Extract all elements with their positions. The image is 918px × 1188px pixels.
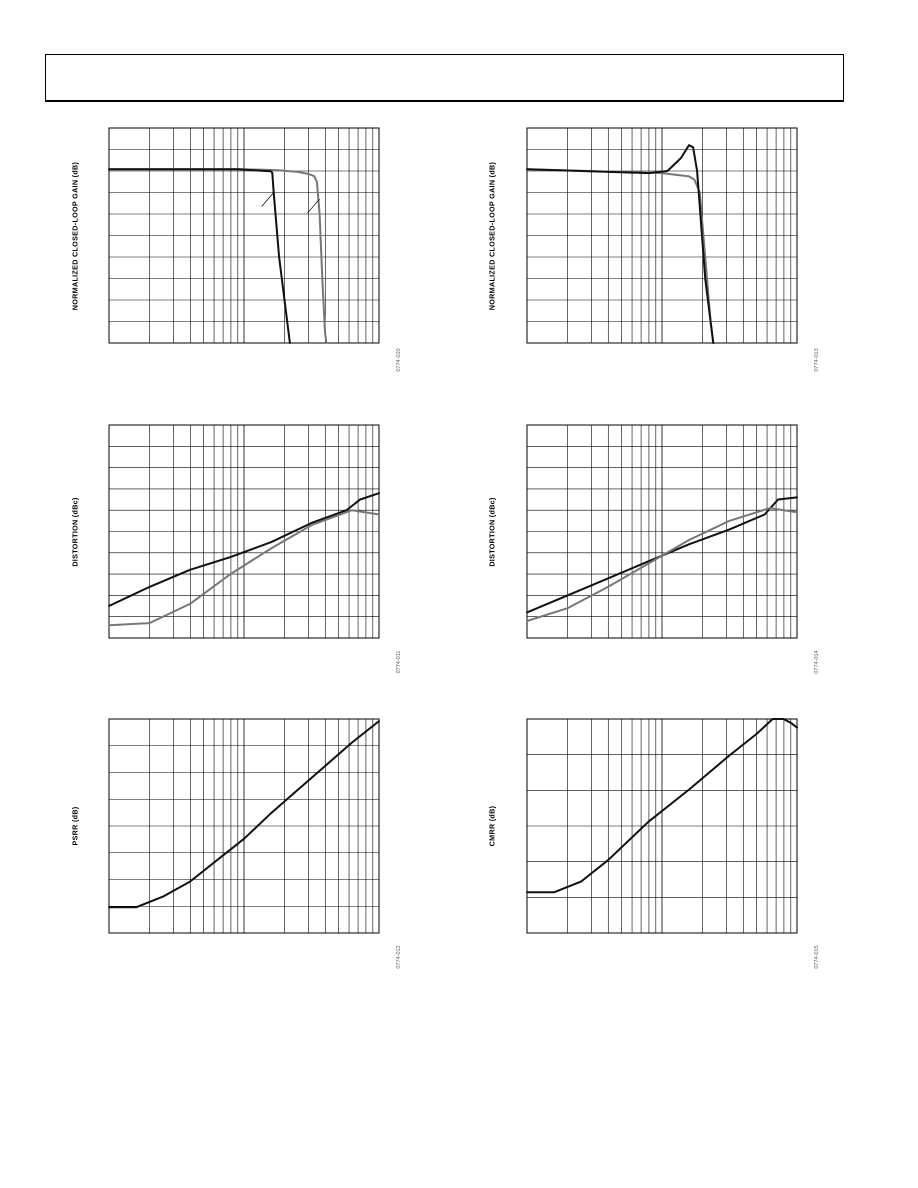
plot-area (527, 128, 797, 343)
y-axis-label: CMRR (dB) (487, 805, 497, 847)
header-box (45, 54, 844, 102)
series-line-1 (109, 169, 290, 343)
y-axis-label: NORMALIZED CLOSED-LOOP GAIN (dB) (70, 161, 80, 310)
figure-id: 0774-011 (396, 650, 402, 674)
figure-id: 0774-010 (396, 348, 402, 372)
plot-area (527, 425, 797, 638)
plot-area (109, 425, 379, 638)
figure-id: 0774-014 (814, 650, 820, 674)
figure-id: 0774-015 (814, 945, 820, 969)
plot-area (527, 719, 797, 933)
plot-area (109, 128, 379, 343)
series-line-1 (527, 145, 713, 343)
y-axis-label: DISTORTION (dBc) (487, 496, 497, 567)
plot-area (109, 719, 379, 933)
figure-id: 0774-012 (396, 945, 402, 969)
series-line-0 (109, 169, 326, 343)
annotation-leader-0 (262, 193, 274, 207)
figure-id: 0774-013 (814, 348, 820, 372)
series-line-0 (527, 169, 713, 343)
annotation-leader-1 (308, 199, 320, 213)
y-axis-label: DISTORTION (dBc) (70, 496, 80, 567)
y-axis-label: PSRR (dB) (70, 806, 80, 846)
y-axis-label: NORMALIZED CLOSED-LOOP GAIN (dB) (487, 161, 497, 310)
